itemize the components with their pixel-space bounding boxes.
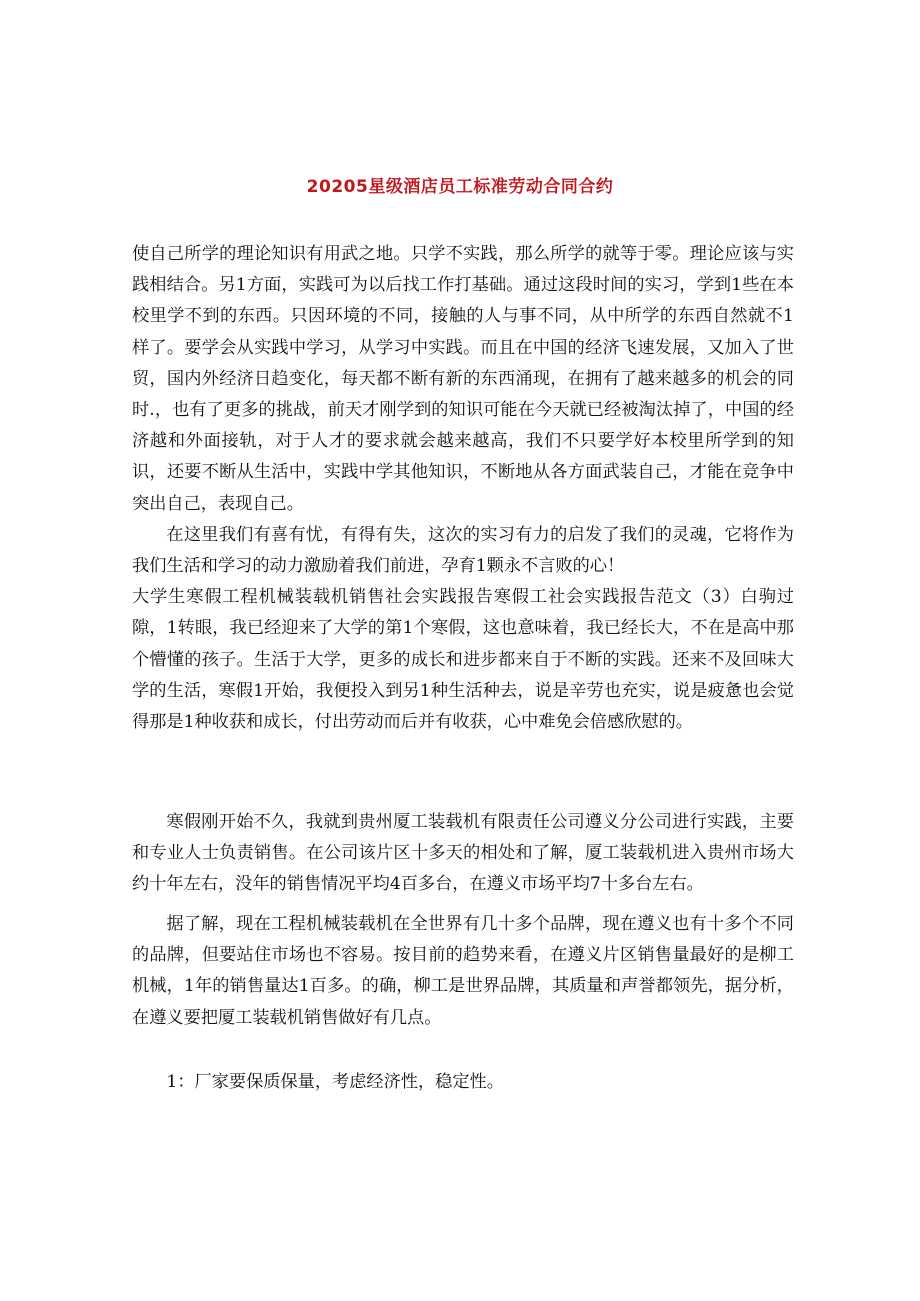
paragraph-1: 使自己所学的理论知识有用武之地。只学不实践，那么所学的就等于零。理论应该与实践相结合。另1方面，实践可为以后找工作打基础。通过这段时间的实习，学到1些在本校里学不到的东西。只因环境的不同，接触的人与事不同，从中所学的东西自然就不1样了。要学会从实践中学习，从学习中实践。而且在中国的经济飞速发展，又加入了世贸，国内外经济日趋变化，每天都不断有新的东西涌现，在拥有了越来越多的机会的同时.，也有了更多的挑战，前天才刚学到的知识可能在今天就已经被淘汰掉了，中国的经济越和外面接轨，对于人才的要求就会越来越高，我们不只要学好本校里所学到的知识，还要不断从生活中，实践中学其他知识，不断地从各方面武装自己，才能在竞争中突出自己，表现自己。	[132, 244, 794, 514]
paragraph-block-1	[132, 239, 794, 738]
paragraph-block-3	[132, 909, 794, 1034]
paragraph-3: 大学生寒假工程机械装载机销售社会实践报告寒假工社会实践报告范文（3）白驹过隙，1转眼，我已经迎来了大学的第1个寒假，这也意味着，我已经长大，不在是高中那个懵懂的孩子。生活于大学，更多的成长和进步都来自于不断的实践。还来不及回味大学的生活，寒假1开始，我便投入到另1种生活种去，说是辛劳也充实，说是疲惫也会觉得那是1种收获和成长，付出劳动而后并有收获，心中难免会倍感欣慰的。	[132, 587, 794, 733]
paragraph-5: 据了解，现在工程机械装载机在全世界有几十多个品牌，现在遵义也有十多个不同的品牌，但要站住市场也不容易。按目前的趋势来看，在遵义片区销售量最好的是柳工机械，1年的销售量达1百多。的确，柳工是世界品牌，其质量和声誉都领先，据分析，在遵义要把厦工装载机销售做好有几点。	[132, 914, 794, 1028]
paragraph-4: 寒假刚开始不久，我就到贵州厦工装载机有限责任公司遵义分公司进行实践，主要和专业人士负责销售。在公司该片区十多天的相处和了解，厦工装载机进入贵州市场大约十年左右，没年的销售情况平均4百多台，在遵义市场平均7十多台左右。	[132, 812, 794, 895]
paragraph-2: 在这里我们有喜有忧，有得有失，这次的实习有力的启发了我们的灵魂，它将作为我们生活和学习的动力激励着我们前进，孕育1颗永不言败的心！	[132, 524, 794, 577]
paragraph-6: 1：厂家要保质保量，考虑经济性，稳定性。	[166, 1072, 504, 1092]
document-title: 20205星级酒店员工标准劳动合同合约	[306, 177, 614, 197]
paragraph-block-4	[132, 1067, 794, 1098]
paragraph-block-2	[132, 807, 794, 901]
